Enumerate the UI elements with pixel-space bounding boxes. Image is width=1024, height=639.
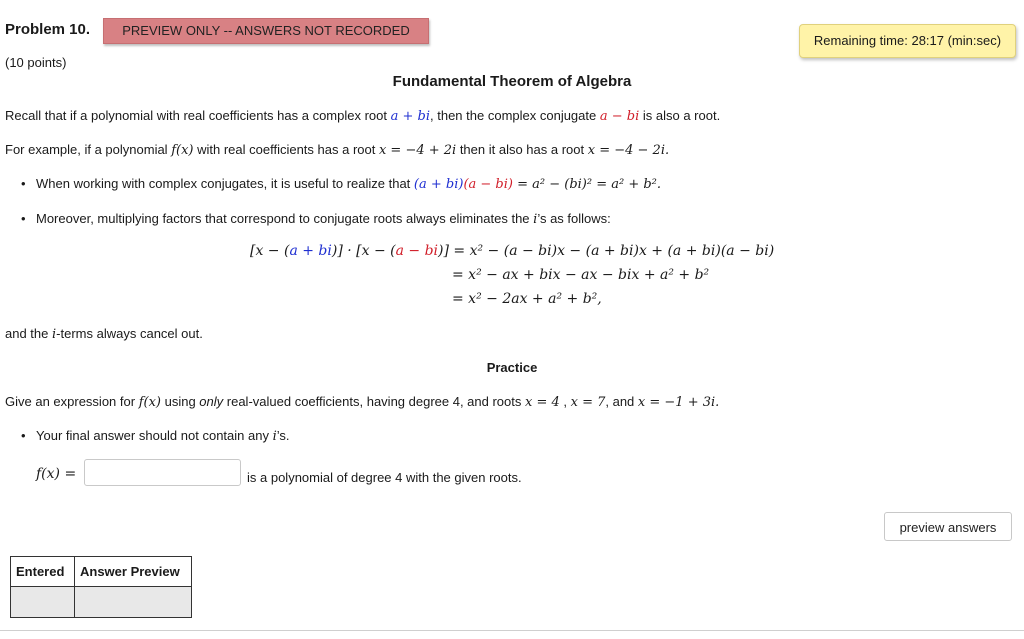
bullet3-i-math: i [272, 429, 277, 444]
bullet2-i-math: i [533, 212, 538, 227]
eq-lhs-c: )] · [x − ( [331, 243, 396, 259]
section-heading: Fundamental Theorem of Algebra [392, 73, 632, 90]
practice-prompt [5, 394, 719, 410]
after-eq-i: i [52, 327, 57, 342]
after-eq-suffix: -terms always cancel out. [56, 326, 203, 341]
recall-text-suffix: is also a root. [639, 108, 721, 123]
equation-row-1 [250, 243, 774, 259]
bottom-divider [0, 630, 1024, 631]
example-paragraph [5, 142, 669, 158]
practice-fx-math: f(x) [138, 395, 161, 410]
practice-root2: x = 7 [570, 395, 606, 410]
practice-mid: using [160, 394, 200, 409]
answer-label: f(x) = [36, 466, 77, 482]
example-root2-math: x = −4 − 2i. [587, 143, 670, 158]
eq-row1-rhs: = x² − (a − bi)x − (a + bi)x + (a + bi)(a − bi) [448, 243, 775, 259]
answer-suffix: is a polynomial of degree 4 with the given roots. [247, 470, 522, 485]
problem-title: Problem 10. [5, 21, 91, 38]
bullet1-math-b: (a − bi) [463, 177, 513, 192]
eq-lhs-e: )] [438, 243, 449, 259]
answer-input[interactable] [84, 459, 241, 486]
preview-answers-button[interactable]: preview answers [884, 512, 1012, 541]
results-row [11, 587, 192, 618]
bullet1-text: When working with complex conjugates, it is useful to realize that [36, 176, 414, 191]
bullet3-suffix: ’s. [276, 428, 290, 443]
practice-sep2: , and [605, 394, 638, 409]
equation-row-3: = x² − 2ax + a² + b², [452, 291, 602, 307]
practice-only-emphasis: only [199, 394, 224, 409]
recall-text-prefix: Recall that if a polynomial with real coefficients has a complex root [5, 108, 391, 123]
bullet3-text: Your final answer should not contain any [36, 428, 273, 443]
example-text-mid: with real coefficients has a root [193, 142, 379, 157]
example-text-mid2: then it also has a root [456, 142, 588, 157]
equation-row-2: = x² − ax + bix − ax − bix + a² + b² [452, 267, 710, 283]
example-root-math: x = −4 + 2i [378, 143, 457, 158]
practice-sep1: , [559, 394, 571, 409]
entered-cell [11, 587, 75, 618]
answer-preview-column-header: Answer Preview [75, 557, 192, 587]
cancel-out-paragraph [5, 326, 203, 342]
bullet2-suffix: ’s as follows: [537, 211, 611, 226]
after-eq-prefix: and the [5, 326, 52, 341]
practice-heading: Practice [486, 360, 538, 375]
recall-text-mid: , then the complex conjugate [430, 108, 600, 123]
remaining-time-box: Remaining time: 28:17 (min:sec) [799, 24, 1016, 58]
practice-root1: x = 4 [525, 395, 560, 410]
points-label: (10 points) [5, 55, 67, 70]
bullet2-text: Moreover, multiplying factors that correspond to conjugate roots always eliminates the [36, 211, 534, 226]
bullet1-math-c: = a² − (bi)² = a² + b². [512, 177, 662, 192]
complex-root-math: a + bi [390, 109, 431, 124]
eq-lhs-b: a + bi [289, 243, 332, 259]
preview-only-badge: PREVIEW ONLY -- ANSWERS NOT RECORDED [103, 18, 429, 44]
bullet-dot: • [21, 176, 26, 191]
bullet-dot: • [21, 428, 26, 443]
eq-lhs-d: a − bi [395, 243, 439, 259]
conjugate-root-math: a − bi [599, 109, 640, 124]
entered-column-header: Entered [11, 557, 75, 587]
bullet-multiplying-factors [21, 211, 611, 227]
results-header-row [11, 557, 192, 587]
practice-root3: x = −1 + 3i. [637, 395, 720, 410]
practice-prefix: Give an expression for [5, 394, 139, 409]
example-fx-math: f(x) [171, 143, 194, 158]
practice-mid2: real-valued coefficients, having degree 4, and roots [223, 394, 525, 409]
answer-preview-cell [75, 587, 192, 618]
eq-lhs-a: [x − ( [250, 243, 290, 259]
bullet-conjugate-product [21, 176, 662, 192]
bullet-no-i [21, 428, 290, 444]
bullet1-math-a: (a + bi) [413, 177, 464, 192]
bullet-dot: • [21, 211, 26, 226]
recall-paragraph [5, 108, 720, 124]
results-table [10, 556, 192, 618]
example-text-prefix: For example, if a polynomial [5, 142, 172, 157]
